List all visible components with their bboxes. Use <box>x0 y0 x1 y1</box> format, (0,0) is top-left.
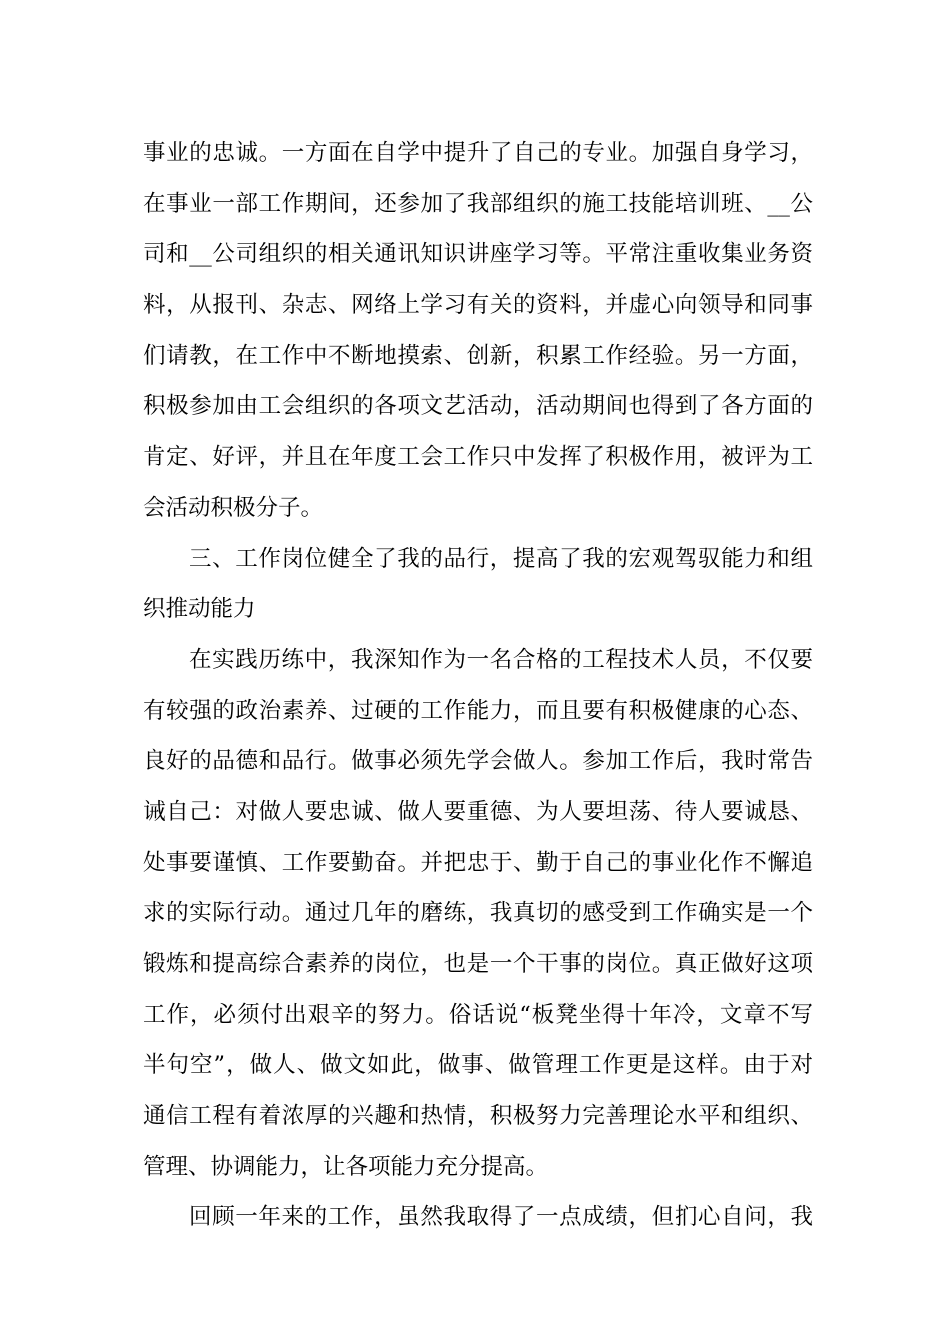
text-line: 积极参加由工会组织的各项文艺活动，活动期间也得到了各方面的 <box>143 393 813 420</box>
section-heading-line: 织推动能力 <box>143 596 256 623</box>
text-line: 锻炼和提高综合素养的岗位，也是一个干事的岗位。真正做好这项 <box>143 951 813 977</box>
text-line: 回顾一年来的工作，虽然我取得了一点成绩，但扪心自问，我 <box>189 1204 813 1231</box>
document-body <box>143 128 813 1243</box>
text-line: 在事业一部工作期间，还参加了我部组织的施工技能培训班、__公 <box>143 190 813 217</box>
text-line: 求的实际行动。通过几年的磨练，我真切的感受到工作确实是一个 <box>143 900 813 927</box>
text-line: 们请教，在工作中不断地摸索、创新，积累工作经验。另一方面， <box>143 342 813 369</box>
text-line: 有较强的政治素养、过硬的工作能力，而且要有积极健康的心态、 <box>143 697 813 724</box>
text-line: 料，从报刊、杂志、网络上学习有关的资料，并虚心向领导和同事 <box>143 292 813 319</box>
text-line: 在实践历练中，我深知作为一名合格的工程技术人员，不仅要 <box>189 646 813 673</box>
section-heading-line: 三、工作岗位健全了我的品行，提高了我的宏观驾驭能力和组 <box>189 545 813 572</box>
text-line: 管理、协调能力，让各项能力充分提高。 <box>143 1153 549 1180</box>
text-line: 诫自己：对做人要忠诚、做人要重德、为人要坦荡、待人要诚恳、 <box>143 798 813 825</box>
text-line: 通信工程有着浓厚的兴趣和热情，积极努力完善理论水平和组织、 <box>143 1103 813 1130</box>
text-line: 良好的品德和品行。做事必须先学会做人。参加工作后，我时常告 <box>143 748 813 775</box>
text-line: 会活动积极分子。 <box>143 494 324 521</box>
text-line: 司和__公司组织的相关通讯知识讲座学习等。平常注重收集业务资 <box>143 241 813 268</box>
text-line: 半句空”，做人、做文如此，做事、做管理工作更是这样。由于对 <box>143 1052 813 1079</box>
text-line: 工作，必须付出艰辛的努力。俗话说“板凳坐得十年冷，文章不写 <box>143 1001 813 1028</box>
text-line: 处事要谨慎、工作要勤奋。并把忠于、勤于自己的事业化作不懈追 <box>143 849 813 876</box>
text-line: 事业的忠诚。一方面在自学中提升了自己的专业。加强自身学习， <box>143 140 813 166</box>
text-line: 肯定、好评，并且在年度工会工作只中发挥了积极作用，被评为工 <box>143 444 813 471</box>
